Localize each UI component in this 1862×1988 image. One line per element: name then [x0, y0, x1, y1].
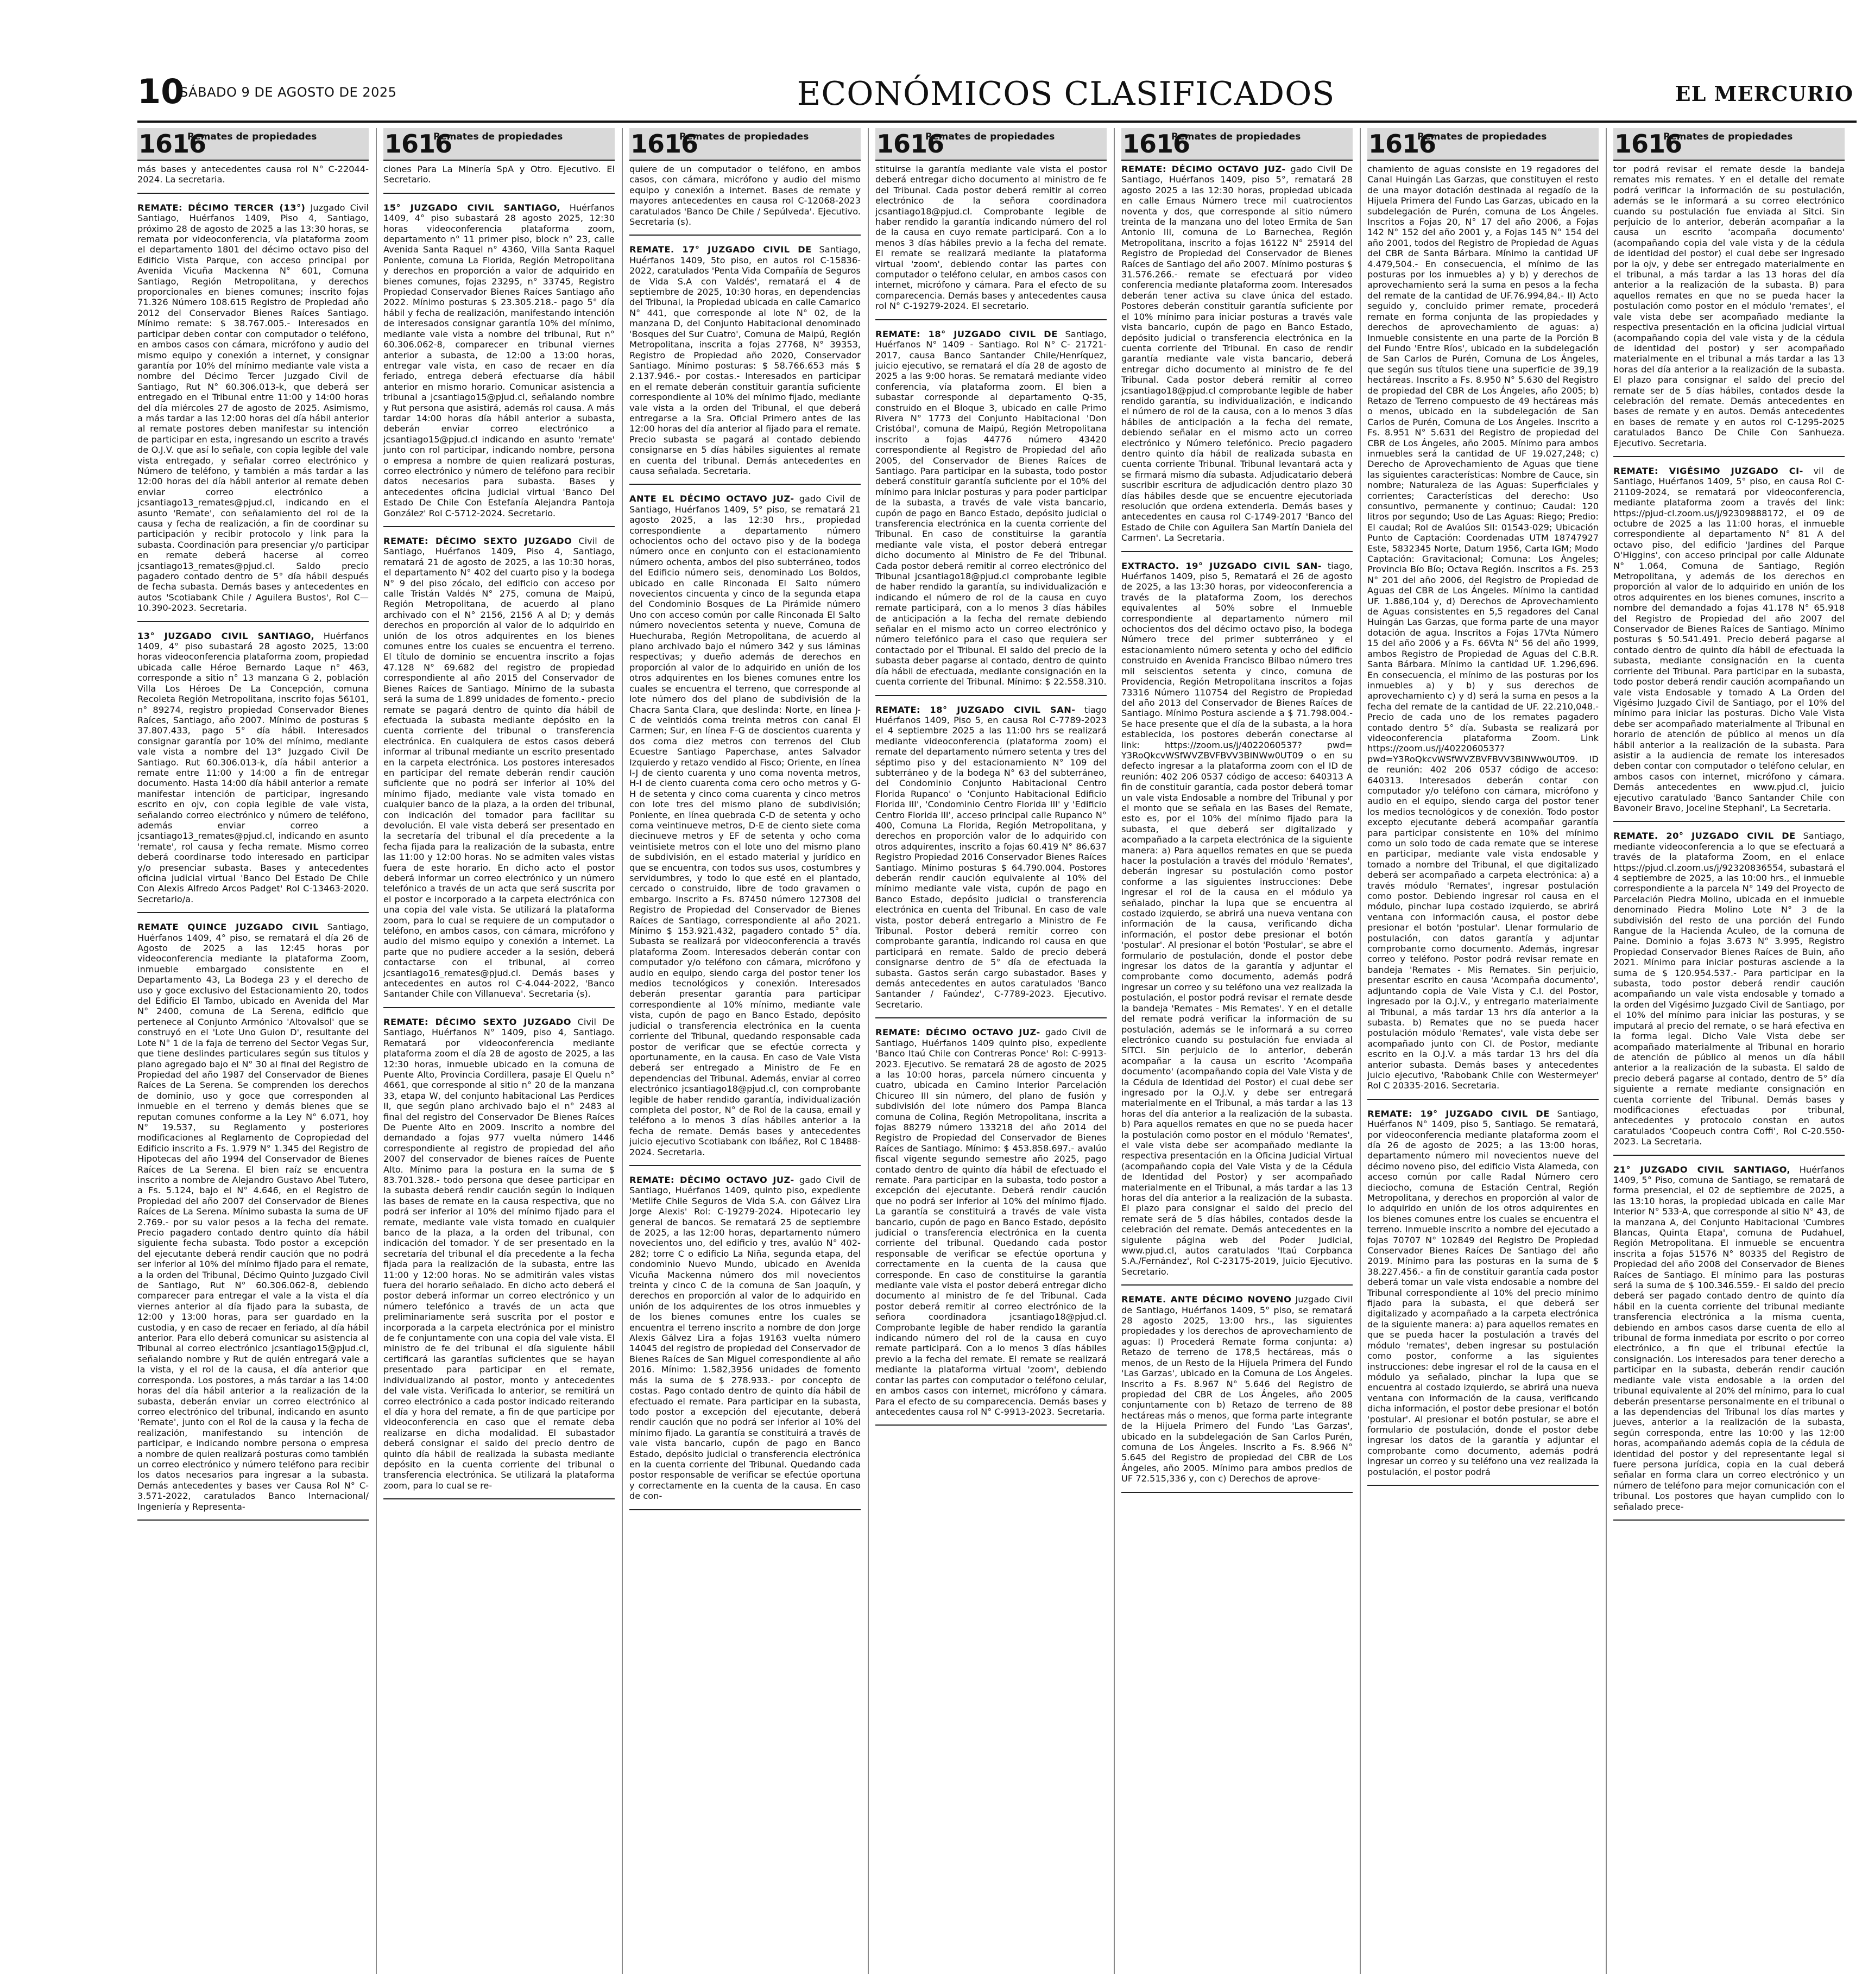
- ad-text: chamiento de aguas consiste en 19 regadores del Canal Huingán Las Garzas, que constituyen el resto de una mayor dotación destinada al regadío de la Hijuela Primera del Fundo Las Garzas, ubicado en la subdelegación de Purén, comuna de Los Ángeles. Inscritos a Fojas 20, N° 17 del año 2006, a Fojas 142 N° 152 del año 2001 y, a Fojas 145 N° 154 del año 2001, todos del Registro de Propiedad de Aguas del CBR de Santa Bárbara. Mínimo la cantidad UF 4.479,504.- En consecuencia, el mínimo de las posturas por los inmuebles a) y b) y derechos de aprovechamiento será la suma en pesos a la fecha del remate de la cantidad de UF.76.994,84.- II) Acto seguido y, concluido primer remate, procederá remate en forma conjunta de las propiedades y derechos de aprovechamiento de aguas: a) Inmueble consistente en una parte de la Porción B del Fundo 'Entre Ríos', ubicado en la subdelegación de San Carlos de Purén, Comuna de Los Ángeles, que según sus títulos tiene una superficie de 39,19 hectáreas. Inscrito a Fs. 8.950 N° 5.630 del Registro de propiedad del CBR de Los Ángeles, año 2005; b) Retazo de Terreno compuesto de 49 hectáreas más o menos, ubicado en la subdelegación de San Carlos de Purén, Comuna de Los Ángeles. Inscrito a Fs. 8.951 N° 5.631 del Registro de propiedad del CBR de Los Ángeles, año 2005. Mínimo para ambos inmuebles será la cantidad de UF 19.027,248; c) Derecho de Aprovechamiento de Aguas que tiene las siguientes características: Nombre de Cauce, sin nombre; Naturaleza de las Aguas: Superficiales y corrientes; Características del derecho: Uso consuntivo, permanente y continuo; Caudal: 120 litros por segundo; Uso de Las Aguas: Riego; Predio: El caudal; Rol de Avalúos SII: 01543-029; Ubicación Punto de Captación: Coordenadas UTM 18747927 Este, 5832345 Norte, Datum 1956, Carta IGM; Modo Captación: Gravitacional; Comuna: Los Ángeles; Provincia Bío Bío; Octava Región. Inscritos a Fs. 253 N° 201 del año 2006, del Registro de Propiedad de Aguas del CBR de Los Ángeles. Mínimo la cantidad UF. 1.886,104 y, d) Derechos de Aprovechamiento de Aguas consistentes en 5,5 regadores del Canal Huingán Las Garzas, que forma parte de una mayor dotación de agua. Inscritos a Fojas 17Vta Número 15 del año 2006 y a Fs. 66Vta N° 56 del año 1999, ambos Registro de Propiedad de Aguas del C.B.R. Santa Bárbara. Mínimo la cantidad UF. 1.296,696. En consecuencia, el mínimo de las posturas por los inmuebles a) y b) y sus derechos de aprovechamiento c) y d) será la suma en pesos a la fecha del remate de la cantidad de UF. 22.210,048.- Precio de cada uno de los remates pagadero contado dentro 5° día. Subasta se realizará por videoconferencia plataforma Zoom. Link https://zoom.us/j/4022060537? pwd=Y3RoQkcvWSfWVZBVFBVV3BINWw0UT09. ID de reunión: 402 206 0537 código de acceso: 640313. Interesados deberán contar con computador y/o teléfono con cámara, micrófono y audio en el equipo, siendo carga del postor tener los medios tecnológicos y de conexión. Todo postor excepto ejecutante deberá acompañar garantía para participar consistente en 10% del mínimo como un solo todo de cada remate que se interese en participar, mediante vale vista endosable y tomado a nombre del Tribunal, el que digitalizado deberá ser acompañado a carpeta electrónica: a) a través módulo 'Remates', ingresar postulación como postor. Debiendo ingresar rol causa en el módulo, pinchar lupa costado izquierdo, se abrirá ventana con información causa, el postor debe presionar el botón 'postular'. Llenar formulario de postulación, con datos garantía y adjuntar comprobante como documento. Además, ingresar correo y teléfono. Postor podrá revisar remate en bandeja 'Remates - Mis Remates. Sin perjuicio, presentar escrito en causa 'Acompaña documento', adjuntando copia de Vale Vista y C.I. del Postor, ingresado por la O.J.V., y entregarlo materialmente al Tribunal, a más tardar 13 hrs día anterior a la subasta. b) Remates que no se pueda hacer postulación módulo 'Remates', vale vista debe ser acompañado junto con CI. de Postor, mediante escrito en la O.J.V. a más tardar 13 hrs del día anterior subasta. Demás bases y antecedentes juicio ejecutivo, 'Rabobank Chile con Westermeyer' Rol C 20335-2016. Secretaria.: [1367, 164, 1599, 1091]
- column-body: [629, 161, 861, 1510]
- column-divider: [622, 128, 623, 1974]
- category-code: 1616: [876, 129, 944, 159]
- column-body: [137, 161, 369, 1521]
- ad-text: Civil de Santiago, Huérfanos 1409, Piso 4, Santiago, rematará 21 de agosto de 2025, a las 10:30 horas, el departamento N° 402 del cuarto piso y la bodega N° 9 del piso zócalo, del edificio con acceso por calle Tristán Valdés N° 275, comuna de Maipú, Región Metropolitana, de acuerdo al plano archivado con el N° 2156, 2156 A al D; y demás derechos en proporción al valor de lo adquirido en unión de los otros adquirentes en los bienes comunes entre los cuales se encuentra el terreno. El título de dominio se encuentra inscrito a fojas 47.128 N° 69.682 del registro de propiedad correspondiente al año 2015 del Conservador de Bienes Raíces de Santiago. Mínimo de la subasta será la suma de 1.899 unidades de fomento.- precio remate se pagará dentro de quinto día hábil de efectuada la subasta mediante depósito en la cuenta corriente del tribunal o transferencia electrónica. En cualquiera de estos casos deberá informar al tribunal mediante un escrito presentado en la carpeta electrónica. Los postores interesados en participar del remate deberán rendir caución suficiente que no podrá ser inferior al 10% del mínimo fijado, mediante vale vista tomado en cualquier banco de la plaza, a la orden del tribunal, con indicación del tomador para facilitar su devolución. El vale vista deberá ser presentado en la secretaría del tribunal el día precedente a la fecha fijada para la realización de la subasta, entre las 11:00 y 12:00 horas. No se admiten vales vistas fuera de este horario. En dicho acto el postor deberá informar un correo electrónico y un número telefónico a través de un acta que será suscrita por el postor e incorporado a la carpeta electrónica con una copia del vale vista. Se utilizará la plataforma zoom, para lo cual se requiere de un computador o teléfono, en ambos casos, con cámara, micrófono y audio del mismo equipo y conexión a internet. La parte que no pudiere acceder a la sesión, deberá contactarse con el tribunal, al correo jcsantiago16_remates@pjud.cl. Demás bases y antecedentes en autos rol C-4.044-2022, 'Banco Santander Chile con Villanueva'. Secretaria (s).: [383, 536, 615, 999]
- classified-ad: [1613, 831, 1845, 1155]
- column-header: [137, 128, 369, 161]
- classified-ad: [137, 164, 369, 194]
- column-header: [1367, 128, 1599, 161]
- classified-column: [875, 128, 1107, 1974]
- category-label: Remates de propiedades: [187, 131, 317, 142]
- classified-column: [1613, 128, 1845, 1974]
- category-label: Remates de propiedades: [1171, 131, 1301, 142]
- column-body: [1121, 161, 1353, 1493]
- column-divider: [376, 128, 377, 1974]
- classified-ad: [1121, 561, 1353, 1286]
- classified-column: [137, 128, 369, 1974]
- category-label: Remates de propiedades: [1663, 131, 1793, 142]
- column-header: [383, 128, 615, 161]
- column-divider: [1606, 128, 1607, 1974]
- category-code: 1616: [384, 129, 452, 159]
- classified-ad: [875, 164, 1107, 320]
- ad-text: stituirse la garantía mediante vale vista el postor deberá entregar dicho documento al ministro de fe del Tribunal. Cada postor deberá remitir al correo electrónico de la señora coordinadora jcsantiago18@pjud.cl. Comprobante legible de haber rendido la garantía indicando número del rol de la causa en cuyo remate participará. Con a lo menos 3 días hábiles previo a la fecha del remate. El remate se realizará mediante la plataforma virtual 'zoom', debiendo contar las partes con computador o teléfono celular, en ambos casos con internet, micrófono y cámara. Para el efecto de su comparecencia. Demás bases y antecedentes causa rol N° C-19279-2024. El secretario.: [875, 164, 1107, 312]
- classified-ad: [629, 1175, 861, 1510]
- category-label: Remates de propiedades: [679, 131, 809, 142]
- classified-ad: [629, 244, 861, 485]
- category-label: Remates de propiedades: [433, 131, 563, 142]
- classified-ad: [383, 536, 615, 1008]
- column-header: [1613, 128, 1845, 161]
- column-body: [875, 161, 1107, 1426]
- ad-text: Santiago, Huérfanos 1409, 5to piso, en autos rol C-15836-2022, caratulados 'Penta Vida Compañía de Seguros de Vida S.A con Valdés', rematará el 4 de septiembre de 2025, 10:30 horas, en dependencias del Tribunal, la Propiedad ubicada en calle Camarico N° 441, que corresponde al lote N° 02, de la manzana D, del Conjunto Habitacional denominado 'Bosques del Sur Cuatro', Comuna de Maipú, Región Metropolitana, inscrita a fojas 27768, N° 39353, Registro de Propiedad año 2020, Conservador Santiago. Mínimo posturas: $ 58.766.653 más $ 2.137.946.- por costas.- Interesados en participar en el remate deberán constituir garantía suficiente correspondiente al 10% del mínimo fijado, mediante vale vista a la orden del Tribunal, el que deberá entregarse a la Sra. Oficial Primero antes de las 12:00 horas del día anterior al fijado para el remate. Precio subasta se pagará al contado debiendo consignarse en 5 días hábiles siguientes al remate en cuenta del tribunal. Demás antecedentes en causa señalada. Secretaria.: [629, 244, 861, 476]
- column-body: [383, 161, 615, 1499]
- ad-title: EXTRACTO. 19° JUZGADO CIVIL SAN-: [1121, 560, 1322, 571]
- classified-ad: [1613, 164, 1845, 457]
- ad-title: 21° JUZGADO CIVIL SANTIAGO,: [1613, 1164, 1791, 1175]
- ad-title: REMATE. 17° JUZGADO CIVIL DE: [629, 244, 812, 255]
- classified-ad: [875, 329, 1107, 696]
- ad-text: más bases y antecedentes causa rol N° C-22044-2024. La secretaria.: [137, 164, 369, 185]
- ad-title: 15° JUZGADO CIVIL SANTIAGO,: [383, 202, 561, 213]
- column-header: [875, 128, 1107, 161]
- classified-ad: [137, 202, 369, 622]
- classified-ad: [1613, 466, 1845, 822]
- ad-text: Huérfanos 1409, 4° piso subastará 28 agosto 2025, 13:00 horas videoconferencia plataforma zoom, propiedad ubicada calle Héroe Bernardo Laque n° 463, corresponde a sitio n° 13 manzana G 2, población Villa Los Héroes De La Concepción, comuna Recoleta Región Metropolitana, inscrito fojas 56101, n° 89274, registro propiedad Conservador Bienes Raíces, Santiago, año 2007. Mínimo de posturas $ 37.807.433, pago 5° día hábil. Interesados consignar garantía por 10% del mínimo, mediante vale vista a nombre del 13° Juzgado Civil De Santiago. Rut 60.306.013-k, día hábil anterior a remate entre 11:00 y 14:00 a fin de entregar documento. Hasta 14:00 día hábil anterior a remate manifestar intención de participar, ingresando escrito en ojv, con copia legible de vale vista, señalando correo electrónico y número de teléfono, además enviar correo a jcsantiago13_remates@pjud.cl, indicando en asunto 'remate', rol causa y fecha remate. Mismo correo deberá coordinarse todo interesado en participar y/o presenciar subasta. Bases y antecedentes oficina judicial virtual 'Banco Del Estado De Chile Con Alexis Alfredo Arcos Padget' Rol C-13463-2020. Secretario/a.: [137, 630, 369, 904]
- column-divider: [868, 128, 869, 1974]
- category-code: 1616: [1122, 129, 1190, 159]
- ad-title: REMATE. ANTE DÉCIMO NOVENO: [1121, 1294, 1292, 1305]
- page-number: 10: [137, 72, 185, 111]
- ad-text: tiago Huérfanos 1409, Piso 5, en causa Rol C-7789-2023 el 4 septiembre 2025 a las 11:00 hrs se realizará mediante videoconferencia (plataforma zoom) el remate del departamento número setenta y tres del séptimo piso y del estacionamiento N° 109 del subterráneo y de la bodega N° 63 del subterráneo, del Condominio Conjunto Habitacional Centro Florida Rupanco' o 'Conjunto Habitacional Edificio Florida III', 'Condominio Centro Florida III' y 'Edificio Centro Florida III', acceso principal calle Rupanco N° 400, Comuna La Florida, Región Metropolitana, y derechos en proporción valor de lo adquirido con otros adquirentes, inscrito a fojas 60.419 N° 86.637 Registro Propiedad 2016 Conservador Bienes Raíces Santiago. Mínimo posturas $ 64.790.004. Postores deberán rendir caución equivalente al 10% del mínimo mediante vale vista, cupón de pago en Banco Estado, depósito judicial o transferencia electrónica en cuenta del Tribunal. En caso de vale vista, postor deberá entregarlo a Ministro de Fe Tribunal. Postor deberá remitir correo con comprobante garantía, indicando rol causa en que participará en remate. Saldo de precio deberá consignarse dentro de 5° día de efectuada la subasta. Gastos serán cargo subastador. Bases y demás antecedentes en autos caratulados 'Banco Santander / Faúndez', C-7789-2023. Ejecutivo. Secretario.: [875, 704, 1107, 1010]
- ad-title: ANTE EL DÉCIMO OCTAVO JUZ-: [629, 493, 794, 504]
- classified-ad: [383, 164, 615, 194]
- ad-title: REMATE: 18° JUZGADO CIVIL SAN-: [875, 704, 1076, 715]
- ad-text: quiere de un computador o teléfono, en ambos casos, con cámara, micrófono y audio del mismo equipo y conexión a internet. Bases de remate y mayores antecedentes en causa rol C-12068-2023 caratulados 'Banco De Chile / Sepúlveda'. Ejecutivo. Secretaria (s).: [629, 164, 861, 227]
- category-code: 1616: [630, 129, 698, 159]
- header-divider: [137, 121, 1857, 123]
- classified-column: [629, 128, 861, 1974]
- column-divider: [1114, 128, 1115, 1974]
- ad-text: Santiago, Huérfanos 1409, 4° piso, se rematará el día 26 de Agosto de 2025 a las 12:45 horas por videoconferencia mediante la plataforma Zoom, inmueble embargado consistente en el Departamento 43, La Bodega 23 y el derecho de uso y goce exclusivo del Estacionamiento 20, todos del Edificio El Tambo, ubicado en Avenida del Mar N° 2400, comuna de La Serena, edificio que pertenece al Conjunto Armónico 'Altovalsol' que se construyó en el 'Lote Uno Guion D', resultante del Lote N° 1 de la faja de terreno del Sector Vegas Sur, que tiene deslindes particulares según sus títulos y plano agregado bajo el N° 30 al final del Registro de Propiedad del año 1987 del Conservador de Bienes Raíces de La Serena. Se comprenden los derechos de dominio, uso y goce que corresponden al inmueble en el terreno y demás bienes que se reputan comunes conforme a la Ley N° 6.071, hoy N° 19.537, su Reglamento y posteriores modificaciones al Reglamento de Copropiedad del Edificio inscrito a Fs. 1.979 N° 1.345 del Registro de Hipotecas del año 1994 del Conservador de Bienes Raíces de La Serena. El bien raíz se encuentra inscrito a nombre de Alejandro Gustavo Abel Tutero, a Fs. 5.124, bajo el N° 4.646, en el Registro de Propiedad del año 2007 del Conservador de Bienes Raíces de La Serena. Mínimo subasta la suma de UF 2.769.- por su valor pesos a la fecha del remate. Precio pagadero contado dentro quinto día hábil siguiente fecha subasta. Todo postor a excepción del ejecutante deberá rendir caución que no podrá ser inferior al 10% del mínimo fijado para el remate, a la orden del Tribunal, Décimo Quinto Juzgado Civil de Santiago, Rut N° 60.306.062-8, debiendo comparecer para entregar el vale a la vista el día viernes anterior al día fijado para la subasta, de 12:00 y 13:00 horas, para ser guardado en la custodia, y en caso de recaer en feriado, al día hábil anterior. Para ello deberá comunicar su asistencia al Tribunal al correo electrónico jcsantiago15@pjud.cl, señalando nombre y Rut de quién entregará vale a la vista, y el rol de la causa, el día anterior que corresponda. Los postores, a más tardar a las 14:00 horas del día hábil anterior a la realización de la subasta, deberán enviar un correo electrónico al correo electrónico del tribunal, indicando en asunto 'Remate', junto con el Rol de la causa y la fecha de realización, manifestando su intención de participar, e indicando nombre persona o empresa a nombre de quien realizará posturas como también un correo electrónico y número teléfono para recibir los datos necesarios para ingresar a la subasta. Demás antecedentes y bases ver Causa Rol N° C-3.571-2022, caratulados Banco Internacional/ Ingeniería y Representa-: [137, 922, 369, 1512]
- classified-ad: [137, 631, 369, 914]
- classified-ad: [629, 164, 861, 236]
- classified-ad: [1121, 1294, 1353, 1492]
- ad-title: REMATE: DÉCIMO SEXTO JUZGADO: [383, 536, 572, 546]
- ad-text: Huérfanos 1409, 4° piso subastará 28 agosto 2025, 12:30 horas videoconferencia plataforma zoom, departamento n° 11 primer piso, block n° 23, calle Avenida Santa Raquel n° 4360, Villa Santa Raquel Poniente, comuna La Florida, Región Metropolitana y derechos en proporción a valor de adquirido en bienes comunes, fojas 23295, n° 33745, Registro Propiedad Conservador Bienes Raíces Santiago año 2022. Mínimo posturas $ 23.305.218.- pago 5° día hábil y fecha de realización, manifestando intención de interesados consignar garantía 10% del mínimo, mediante vale vista a nombre del tribunal, Rut n° 60.306.062-8, comparecer en tribunal viernes anterior a subasta, de 12:00 a 13:00 horas, entregar vale vista, en caso de recaer en día feriado, entrega deberá efectuarse día hábil anterior en mismo horario. Comunicar asistencia a tribunal a jcsantiago15@pjud.cl, señalando nombre y Rut persona que asistirá, además rol causa. A más tardar 14:00 horas día hábil anterior a subasta, deberán enviar correo electrónico a jcsantiago15@pjud.cl indicando en asunto 'remate' junto con rol participar, indicando nombre, persona o empresa a nombre de quien realizará posturas, correo electrónico y número de teléfono para recibir datos necesarios para subasta. Bases y antecedentes oficina judicial virtual 'Banco Del Estado De Chile Con Estefanía Alejandra Pantoja González' Rol C-5712-2024. Secretario.: [383, 202, 615, 518]
- category-code: 1616: [138, 129, 206, 159]
- column-body: [1367, 161, 1599, 1486]
- classified-ad: [383, 1017, 615, 1499]
- ad-text: gado Civil de Santiago, Huérfanos 1409, quinto piso, expediente 'Metlife Chile Seguros de Vida S.A. con Gálvez Lira Jorge Alexis' Rol: C-19279-2024. Hipotecario ley general de bancos. Se rematará 25 de septiembre de 2025, a las 12:00 horas, departamento número novecientos uno, del edificio y tres, avalúo N° 402-282; torre C o edificio La Niña, segunda etapa, del condominio Nuevo Mundo, ubicado en Avenida Vicuña Mackenna número dos mil novecientos treinta y cinco C de la comuna de San Joaquín, y derechos en proporción al valor de lo adquirido en unión de los adquirentes de los otros inmuebles y de los bienes comunes entre los cuales se encuentra el terreno inscrito a nombre de don Jorge Alexis Gálvez Lira a fojas 19163 vuelta número 14045 del registro de propiedad del Conservador de Bienes Raíces de San Miguel correspondiente al año 2016. Mínimo: 1.582,3956 unidades de fomento más la suma de $ 278.933.- por concepto de costas. Pago contado dentro de quinto día hábil de efectuado el remate. Para participar en la subasta, todo postor a excepción del ejecutante, deberá rendir caución que no podrá ser inferior al 10% del mínimo fijado. La garantía se constituirá a través de vale vista bancario, cupón de pago en Banco Estado, depósito judicial o transferencia electrónica en la cuenta corriente del Tribunal. Quedando cada postor responsable de verificar se efectúe oportuna y correctamente en la cuenta de la causa. En caso de con-: [629, 1174, 861, 1502]
- ad-text: gado Civil De Santiago, Huérfanos 1409, piso 5°, rematará 28 agosto 2025 a las 12:30 horas, propiedad ubicada en calle Emaus Número trece mil cuatrocientos noventa y dos, que corresponde al sitio número treinta de la manzana uno del loteo Ermita de San Antonio III, comuna de Lo Barnechea, Región Metropolitana, inscrito a fojas 16122 N° 25914 del Registro de Propiedad del Conservador de Bienes Raíces de Santiago del año 2007. Mínimo posturas $ 31.576.266.- remate se efectuará por video conferencia mediante plataforma zoom. Interesados deberán tener activa su clave única del estado. Postores deberán constituir garantía suficiente por el 10% mínimo para iniciar posturas a través vale vista bancario, cupón de pago en Banco Estado, depósito judicial o transferencia electrónica en la cuenta corriente del Tribunal. En caso de rendir garantía mediante vale vista bancario, deberá entregar dicho documento al ministro de fe del Tribunal. Cada postor deberá remitir al correo jcsantiago18@pjud.cl comprobante legible de haber rendido garantía, su individualización, e indicando el número de rol de la causa, con a lo menos 3 días hábiles de anticipación a la fecha del remate, debiendo señalar en el mismo acto un correo electrónico y Número telefónico. Precio pagadero dentro quinto día hábil de realizada subasta en cuenta corriente Tribunal. Tribunal levantará acta y se firmará mismo día subasta. Adjudicatario deberá suscribir escritura de adjudicación dentro plazo 30 días hábiles desde que se encuentre ejecutoriada resolución que ordena extenderla. Demás bases y antecedentes en causa rol C-1749-2017 'Banco del Estado de Chile con Aguilera San Martín Daniela del Carmen'. La Secretaria.: [1121, 164, 1353, 543]
- ad-title: REMATE. 20° JUZGADO CIVIL DE: [1613, 831, 1796, 841]
- ad-title: REMATE: DÉCIMO OCTAVO JUZ-: [1121, 164, 1286, 174]
- ad-text: tor podrá revisar el remate desde la bandeja remates mis remates. Y en el detalle del remate podrá verificar la información de su postulación, además se le informará a su correo electrónico cuando su postulación fue enviada al Sitci. Sin perjuicio de lo anterior, deberán acompañar a la causa un escrito 'acompaña documento' (acompañando copia del vale vista y de la cédula de identidad del postor) el cual debe ser ingresado por la ojv, y debe ser entregado materialmente en el tribunal, a más tardar a las 13 horas del día anterior a la realización de la subasta. B) para aquellos remates en que no se pueda hacer la postulación como postor en el módulo 'remates', el vale vista debe ser acompañado mediante la respectiva presentación en la oficina judicial virtual (acompañando copia del vale vista y de la cédula de identidad del postor) y ser acompañado materialmente en el tribunal a más tardar a las 13 horas del día anterior a la realización de la subasta. El plazo para consignar el saldo del precio del remate ser de 5 días hábiles, contados desde la celebración del remate. Demás antecedentes en bases de remate y en autos. Demás antecedentes en bases de remate y en autos rol C-1295-2025 caratulados Banco De Chile Con Sanhueza. Ejecutivo. Secretaria.: [1613, 164, 1845, 448]
- ad-title: REMATE QUINCE JUZGADO CIVIL: [137, 922, 319, 933]
- column-divider: [1360, 128, 1361, 1974]
- ad-text: vil de Santiago, Huérfanos 1409, 5° piso, en causa Rol C-21109-2024, se rematará por videoconferencia, mediante plataforma zoom a través del link: https://pjud-cl.zoom.us/j/92309888172, el 09 de octubre de 2025 a las 11:00 horas, el inmueble correspondiente al departamento N° 81 A del octavo piso, del edificio 'Jardines del Parque O'Higgins', con acceso principal por calle Aldunate N° 1.064, Comuna de Santiago, Región Metropolitana, y además de los derechos en proporción al valor de lo adquirido en unión de los otros adquirentes en los bienes comunes, inscrito a nombre del demandado a fojas 41.178 N° 65.918 del Registro de Propiedad del año 2007 del Conservador de Bienes Raíces de Santiago. Mínimo posturas $ 50.541.491. Precio deberá pagarse al contado dentro de quinto día hábil de efectuada la subasta, mediante consignación en la cuenta corriente del Tribunal. Para participar en la subasta, todo postor deberá rendir caución acompañando un vale vista Endosable y tomado A La Orden del Vigésimo Juzgado Civil de Santiago, por el 10% del mínimo para iniciar las posturas. Dicho Vale Vista debe ser acompañado materialmente al Tribunal en horario de atención de público al menos un día hábil anterior a la realización de la subasta. Para asistir a la audiencia de remate los interesados deben contar con computador o teléfono celular, en ambos casos con internet, micrófono y cámara. Demás antecedentes en www.pjud.cl, juicio ejecutivo caratulado 'Banco Santander Chile con Bavoneir Bravo, Joceline Stephani', La Secretaria.: [1613, 465, 1845, 813]
- ad-text: Santiago, Huérfanos N° 1409 - Santiago. Rol N° C- 21721-2017, causa Banco Santander Chile/Henríquez, juicio ejecutivo, se rematará el día 28 de agosto de 2025 a las 9:00 horas. Se rematará mediante video conferencia, vía plataforma zoom. El bien a subastar corresponde al departamento Q-35, construido en el Bloque 3, ubicado en calle Primo Rivera N° 1773 del Conjunto Habitacional 'Don Cristóbal', comuna de Maipú, Región Metropolitana inscrito a fojas 44776 número 43420 correspondiente al Registro de Propiedad del año 2005, del Conservador de Bienes Raíces de Santiago. Para participar en la subasta, todo postor deberá constituir garantía suficiente por el 10% del mínimo para iniciar posturas y para poder participar de la subasta, a través de vale vista bancario, cupón de pago en Banco Estado, depósito judicial o transferencia electrónica en la cuenta corriente del Tribunal. En caso de constituirse la garantía mediante vale vista, el postor deberá entregar dicho documento al Ministro de Fe del Tribunal. Cada postor deberá remitir al correo electrónico del Tribunal jcsantiago18@pjud.cl comprobante legible de haber rendido la garantía, su individualización e indicando el número de rol de la causa en cuyo remate participará, con a lo menos 3 días hábiles de anticipación a la fecha del remate debiendo señalar en el mismo acto un correo electrónico y número telefónico para el caso que requiera ser contactado por el Tribunal. El saldo del precio de la subasta deber pagarse al contado, dentro de quinto día hábil de efectuada, mediante consignación en la cuenta corriente del Tribunal. Mínimo: $ 22.558.310.: [875, 328, 1107, 687]
- ad-text: gado Civil de Santiago, Huérfanos 1409, 5° piso, se rematará 21 agosto 2025, a las 12:30 hrs., propiedad correspondiente a departamento número ochocientos ocho del octavo piso y de la bodega número once en conjunto con el estacionamiento número ochenta, ambos del piso subterráneo, todos del Edificio número seis, denominado Los Boldos, ubicado en calle Rinconada El Salto número novecientos cincuenta y cinco de la segunda etapa del Condominio Bosques de La Pirámide número Uno con acceso común por calle Rinconada El Salto número novecientos setenta y nueve, Comuna de Huechuraba, Región Metropolitana, de acuerdo al plano archivado bajo el número 342 y sus láminas respectivas; y dueño además de derechos en proporción al valor de lo adquirido en unión de los otros adquirentes en los bienes comunes entre los cuales se encuentra el terreno, que corresponde al lote número dos del plano de subdivisión de la Chacra Santa Clara, que deslinda: Norte, en línea J-C de veintidós coma treinta metros con canal El Carmen; Sur, en línea F-G de doscientos cuarenta y dos coma diez metros con terrenos del Club Ecuestre Santiago Paperchase, antes Salvador Izquierdo y retazo vendido al Fisco; Oriente, en línea I-J de ciento cuarenta y uno coma noventa metros, H-I de ciento cuarenta coma cero ocho metros y G-H de setenta y cinco coma cuarenta y cinco metros con lote tres del mismo plano de subdivisión; Poniente, en línea quebrada C-D de setenta y ocho coma veintinueve metros, D-E de ciento siete coma diecinueve metros y EF de setenta y ocho coma veintisiete metros con el lote uno del mismo plano de subdivisión, en el estado material y jurídico en que se encuentra, con todos sus usos, costumbres y servidumbres, y todo lo que esté en el plantado, cercado o construido, libre de todo gravamen o embargo. Inscrito a Fs. 87450 número 127308 del Registro de Propiedad del Conservador de Bienes Raíces de Santiago, correspondiente al año 2021. Mínimo $ 153.921.432, pagadero contado 5° día. Subasta se realizará por videoconferencia a través plataforma Zoom. Interesados deberán contar con computador y/o teléfono con cámara, micrófono y audio en equipo, siendo carga del postor tener los medios tecnológicos y conexión. Interesados deberán presentar garantía para participar correspondiente al 10% mínimo, mediante vale vista, cupón de pago en Banco Estado, depósito judicial o transferencia electrónica en la cuenta corriente del Tribunal, quedando responsable cada postor de verificar que se efectúe correcta y oportunamente, en la causa. En caso de Vale Vista deberá ser entregado a Ministro de Fe en dependencias del Tribunal. Además, enviar al correo electrónico jcsantiago18@pjud.cl, con comprobante legible de haber rendido garantía, individualización completa del postor, N° de Rol de la causa, email y teléfono a lo menos 3 días hábiles anterior a la fecha de remate. Demás bases y antecedentes juicio ejecutivo Scotiabank con Ibáñez, Rol C 18488-2024. Secretaria.: [629, 493, 861, 1157]
- ad-text: Juzgado Civil Santiago, Huérfanos 1409, Piso 4, Santiago, próximo 28 de agosto de 2025 a las 13:30 horas, se remata por videoconferencia, vía plataforma zoom el departamento 1801 del décimo octavo piso del Edificio Vista Parque, con acceso principal por Avenida Vicuña Mackenna N° 601, Comuna Santiago, Región Metropolitana, y derechos proporcionales en bienes comunes; inscrito fojas 71.326 Número 108.615 Registro de Propiedad año 2012 del Conservador Bienes Raíces Santiago. Mínimo remate: $ 38.767.005.- Interesados en participar deben contar con computador o teléfono, en ambos casos con cámara, micrófono y audio del mismo equipo y conexión a internet, y consignar garantía por 10% del mínimo mediante vale vista a nombre del Décimo Tercer Juzgado Civil de Santiago, Rut N° 60.306.013-k, que deberá ser entregado en el Tribunal entre 11:00 y 14:00 horas del día miércoles 27 de agosto de 2025. Asimismo, a más tardar a las 12:00 horas del día hábil anterior al remate postores deben manifestar su intención de participar en esta, ingresando un escrito a través de O.J.V. que así lo señale, con copia legible del vale vista entregado, y señalar correo electrónico y Número de teléfono, y también a más tardar a las 12:00 horas del día hábil anterior al remate deben enviar correo electrónico a jcsantiago13_remates@pjud.cl, indicando en el asunto 'Remate', con señalamiento del rol de la causa y fecha de realización, a fin de coordinar su participación y recibir protocolo y link para la subasta. Coordinación para presenciar y/o participar en remate deberá hacerse al correo jcsantiago13_remates@pjud.cl. Saldo precio pagadero contado dentro de 5° día hábil después de fecha subasta. Demás bases y antecedentes en autos 'Scotiabank Chile / Aguilera Bustos', Rol C—10.390-2023. Secretaria.: [137, 202, 369, 613]
- column-body: [1613, 161, 1845, 1521]
- ad-title: REMATE: DÉCIMO OCTAVO JUZ-: [629, 1174, 794, 1185]
- ad-text: Santiago, Huérfanos N° 1409, piso 5, Santiago. Se rematará, por videoconferencia mediante plataforma zoom el día 26 de agosto de 2025; a las 13:00 horas, departamento número mil novecientos nueve del décimo noveno piso, del edificio Vista Alameda, con acceso común por calle Radal Número cero dieciocho, comuna de Estación Central, Región Metropolitana, y derechos en proporción al valor de lo adquirido en unión de los otros adquirentes en los bienes comunes entre los cuales se encuentra el terreno. Inmueble inscrito a nombre del ejecutado a fojas 70707 N° 102849 del Registro De Propiedad Conservador Bienes Raíces De Santiago del año 2019. Mínimo para las posturas en la suma de $ 38.227.456.- a fin de constituir garantía cada postor deberá tomar un vale vista endosable a nombre del Tribunal correspondiente al 10% del precio mínimo fijado para la subasta, el que deberá ser digitalizado y acompañado a la carpeta electrónica de la siguiente manera: a) para aquellos remates en que se pueda hacer la postulación a través del módulo 'remates', deben ingresar su postulación como postor, conforme a las siguientes instrucciones: debe ingresar el rol de la causa en el módulo ya señalado, pinchar la lupa que se encuentra al costado izquierdo, se abrirá una nueva ventana con información de la causa, verificando dicha información, el postor debe presionar el botón 'postular'. Al presionar el botón postular, se abre el formulario de postulación, donde el postor debe ingresar los datos de la garantía y adjuntar el comprobante como documento, además podrá ingresar un correo y su teléfono una vez realizada la postulación, el postor podrá: [1367, 1108, 1599, 1477]
- classified-ad: [1367, 1109, 1599, 1486]
- classified-ad: [383, 202, 615, 527]
- classified-ad: [137, 922, 369, 1521]
- ad-text: ciones Para La Minería SpA y Otro. Ejecutivo. El Secretario.: [383, 164, 615, 185]
- publication-date: SÁBADO 9 DE AGOSTO DE 2025: [180, 85, 397, 100]
- classified-ad: [629, 493, 861, 1166]
- ad-text: Juzgado Civil de Santiago, Huérfanos 1409, 5° piso, se rematará 28 agosto 2025, 13:00 hrs., las siguientes propiedades y los derechos de aprovechamiento de aguas: I) Procederá Remate forma conjunta: a) Retazo de terreno de 178,5 hectáreas, más o menos, de un Resto de la Hijuela Primera del Fundo 'Las Garzas', ubicado en la Comuna de Los Ángeles. Inscrito a Fs. 8.967 N° 5.646 del Registro de propiedad del CBR de Los Ángeles, año 2005 conjuntamente con b) Retazo de terreno de 88 hectáreas más o menos, que forma parte integrante de la Hijuela Primero del Fundo 'Las Garzas', ubicado en la subdelegación de San Carlos Purén, comuna de Los Ángeles. Inscrito a Fs. 8.966 N° 5.645 del Registro de propiedad del CBR de Los Ángeles, año 2005. Mínimo para ambos predios de UF 72.515,336 y, con c) Derechos de aprove-: [1121, 1294, 1353, 1484]
- ad-text: Civil De Santiago, Huérfanos N° 1409, piso 4, Santiago. Rematará por videoconferencia mediante plataforma zoom el día 28 de agosto de 2025, a las 12:30 horas, inmueble ubicado en la comuna de Puente Alto, Provincia Cordillera, pasaje El Quelu n° 4661, que corresponde al sitio n° 20 de la manzana 33, etapa W, del conjunto habitacional Las Perdices II, que según plano archivado bajo el n° 2483 al final del registro del Conservador De Bienes Raíces De Puente Alto en 2009. Inscrito a nombre del demandado a fojas 977 vuelta número 1446 correspondiente al registro de propiedad del año 2007 del conservador de bienes raíces de Puente Alto. Mínimo para la postura en la suma de $ 83.701.328.- todo persona que desee participar en la subasta deberá rendir caución según lo indiquen las bases de remate en la causa respectiva, que no podrá ser inferior al 10% del mínimo fijado para el remate, mediante vale vista tomado en cualquier banco de la plaza, a la orden del tribunal, con indicación del tomador. Y de ser presentado en la secretaría del tribunal el día precedente a la fecha fijada para la realización de la subasta, entre las 11:00 y 12:00 horas. No se admitirán vales vistas fuera del horario señalado. En dicho acto deberá el postor deberá informar un correo electrónico y un número telefónico a través de un acta que preliminariamente será suscrita por el postor e incorporada a la carpeta electrónica por el ministro de fe conjuntamente con una copia del vale vista. El ministro de fe del tribunal el día siguiente hábil certificará las garantías suficientes que se hayan presentado para participar en el remate, individualizando al postor, monto y antecedentes del vale vista. Verificada lo anterior, se remitirá un correo electrónico a cada postor indicado reiterando el día y hora del remate, a fin de que participe por videoconferencia en caso que el remate deba realizarse en dicha modalidad. El subastador deberá consignar el saldo del precio dentro de quinto día hábil de realizada la subasta mediante depósito en la cuenta corriente del tribunal o transferencia electrónica. Se utilizará la plataforma zoom, para lo cual se re-: [383, 1016, 615, 1491]
- page-header: [137, 69, 1859, 118]
- ad-title: REMATE: DÉCIMO OCTAVO JUZ-: [875, 1027, 1040, 1038]
- classified-ad: [1121, 164, 1353, 552]
- ad-text: gado Civil de Santiago, Huérfanos 1409 quinto piso, expediente 'Banco Itaú Chile con Contreras Ponce' Rol: C-9913-2023. Ejecutivo. Se rematará 28 de agosto de 2025 a las 10:00 horas, parcela número cincuenta y cuatro, ubicada en Camino Interior Parcelación Chicureo III sin número, del plano de fusión y subdivisión del lote número dos Pampa Blanca comuna de Colina, Región Metropolitana, inscrita a fojas 88279 número 133218 del año 2014 del Registro de Propiedad del Conservador de Bienes Raíces de Santiago. Mínimo: $ 453.858.697.- avalúo fiscal vigente segundo semestre año 2025, pago contado dentro de quinto día hábil de efectuado el remate. Para participar en la subasta, todo postor a excepción del ejecutante. Deberá rendir caución que no podrá ser inferior al 10% del mínimo fijado. La garantía se constituirá a través de vale vista bancario, cupón de pago en Banco Estado, depósito judicial o transferencia electrónica en la cuenta corriente del tribunal. Quedando cada postor responsable de verificar se efectúe oportuna y correctamente en la cuenta de la causa que corresponde. En caso de constituirse la garantía mediante vale vista el postor deberá entregar dicho documento al ministro de fe del Tribunal. Cada postor deberá remitir al correo electrónico de la señora coordinadora jcsantiago18@pjud.cl. Comprobante legible de haber rendido la garantía indicando número del rol de la causa en cuyo remate participará. Con a lo menos 3 días hábiles previo a la fecha del remate. El remate se realizará mediante la plataforma virtual 'zoom', debiendo contar las partes con computador o teléfono celular, en ambos casos con internet, micrófono y cámara. Para el efecto de su comparecencia. Demás bases y antecedentes causa rol N° C-9913-2023. Secretaria.: [875, 1027, 1107, 1417]
- ad-title: REMATE: 19° JUZGADO CIVIL DE: [1367, 1108, 1550, 1119]
- category-code: 1616: [1614, 129, 1682, 159]
- ad-title: REMATE: DÉCIMO TERCER (13°): [137, 202, 306, 213]
- classified-ad: [1367, 164, 1599, 1100]
- ad-title: REMATE: VIGÉSIMO JUZGADO CI-: [1613, 465, 1803, 476]
- ad-text: Santiago, mediante videoconferencia a lo que se efectuará a través de la plataforma Zoom, en el enlace https://pjud.cl.zoom.us/j/92320836554, subastará el 4 septiembre de 2025, a las 10:00 hrs., el inmueble correspondiente a la parcela N° 149 del Proyecto de Parcelación Piedra Molino, ubicada en el inmueble denominado Piedra Molino Lote N° 3 de la subdivisión del resto de una porción del Fundo Rangue de la Hacienda Aculeo, de la comuna de Paine. Dominio a fojas 3.673 N° 3.995, Registro Propiedad Conservador Bienes Raíces de Buin, año 2021. Mínimo para iniciar posturas asciende a la suma de $ 120.954.537.- Para participar en la subasta, todo postor deberá rendir caución acompañando un vale vista endosable y tomado a la orden del Vigésimo Juzgado Civil de Santiago, por el 10% del mínimo para iniciar las posturas, y se imputará al precio del remate, o se hará efectiva en la forma legal. Dicho Vale Vista debe ser acompañado materialmente al Tribunal en horario de atención de público al menos un día hábil anterior a la realización de la subasta. El saldo de precio deberá pagarse al contado, dentro de 5° día siguiente a remate mediante consignación en cuenta corriente del Tribunal. Demás bases y modificaciones efectuadas por tribunal, antecedentes y protocolo constan en autos caratulados 'Coopeuch contra Coffi', Rol C-20.550-2023. La Secretaria.: [1613, 831, 1845, 1147]
- category-code: 1616: [1368, 129, 1436, 159]
- classified-ad: [875, 1027, 1107, 1426]
- ad-text: tiago, Huérfanos 1409, piso 5, Rematará el 26 de agosto de 2025, a las 13:30 horas, por videoconferencia a través de la plataforma Zoom, los derechos equivalentes al 50% sobre el Inmueble correspondiente al departamento número mil ochocientos dos del décimo octavo piso, la bodega Número trece del primer subterráneo y el estacionamiento número setenta y ocho del edificio construido en Avenida Francisco Bilbao número tres mil seiscientos setenta y cinco, comuna de Providencia, Región Metropolitana inscritos a fojas 73316 Número 110754 del Registro de Propiedad del año 2013 del Conservador de Bienes Raíces de Santiago. Mínimo Postura asciende a $ 71.798.004.- Se hace presente que el día de la subasta, a la hora establecida, los postores deberán conectarse al link: https://zoom.us/j/4022060537? pwd= Y3RoQkcvWSfWVZBVFBVV3BINWw0UT09 o en su defecto ingresar a la plataforma zoom con el ID de reunión: 402 206 0537 código de acceso: 640313 A fin de constituir garantía, cada postor deberá tomar un vale vista Endosable a nombre del Tribunal y por el monto que se señala en las Bases del Remate, esto es, por el 10% del mínimo fijado para la subasta, el que deberá ser digitalizado y acompañado a la carpeta electrónica de la siguiente manera: a) Para aquellos remates en que se pueda hacer la postulación a través del módulo 'Remates', deberán ingresar su postulación como postor conforme a las siguientes instrucciones: Debe ingresar el rol de la causa en el módulo ya señalado, pinchar la lupa que se encuentra al costado izquierdo, se abrirá una nueva ventana con información de la causa, verificando dicha información, el postor debe presionar el botón 'postular'. Al presionar el botón 'Postular', se abre el formulario de postulación, donde el postor debe ingresar los datos de la garantía y adjuntar el comprobante como documento, además podrá ingresar un correo y su teléfono una vez realizada la postulación, el postor podrá revisar el remate desde la bandeja 'Remates - Mis Remates'. Y en el detalle del remate podrá verificar la información de su postulación, además se le informará a su correo electrónico cuando su postulación fue enviada al SITCI. Sin perjuicio de lo anterior, deberán acompañar a la causa un escrito 'Acompaña documento' (acompañando copia del Vale Vista y de la Cédula de Identidad del Postor) el cual debe ser ingresado por la O.J.V. y debe ser entregará materialmente en el Tribunal, a más tardar a las 13 horas del día anterior a la realización de la subasta. b) Para aquellos remates en que no se pueda hacer la postulación como postor en el módulo 'Remates', el vale vista debe ser acompañado mediante la respectiva presentación en la Oficina Judicial Virtual (acompañando copia del Vale Vista y de la Cédula de Identidad del Postor) y ser acompañado materialmente en el Tribunal, a más tardar a las 13 horas del día anterior a la realización de la subasta. El plazo para consignar el saldo del precio del remate será de 5 días hábiles, contados desde la celebración del remate. Demás antecedentes en la siguiente página web del Poder Judicial, www.pjud.cl, autos caratulados 'Itaú Corpbanca S.A./Fernández', Rol C-23175-2019, Juicio Ejecutivo. Secretario.: [1121, 560, 1353, 1277]
- column-header: [629, 128, 861, 161]
- ad-title: REMATE: DÉCIMO SEXTO JUZGADO: [383, 1016, 571, 1027]
- ad-text: Huérfanos 1409, 5° Piso, comuna de Santiago, se rematará de forma presencial, el 02 de septiembre de 2025, a las 13:10 horas, la propiedad ubicada en calle Mar Interior N° 533-A, que corresponde al sitio N° 43, de la manzana A, del Conjunto Habitacional 'Cumbres Blancas, Quinta Etapa', comuna de Pudahuel, Región Metropolitana. El inmueble se encuentra inscrita a fojas 51576 N° 80335 del Registro de Propiedad del año 2008 del Conservador de Bienes Raíces de Santiago. El mínimo para las posturas será la suma de $ 100.346.559.- El saldo del precio deberá ser pagado contado dentro de quinto día hábil en la cuenta corriente del tribunal mediante transferencia electrónica a la misma cuenta, debiendo en ambos casos darse cuenta de ello al tribunal de forma inmediata por escrito o por correo electrónico, a fin que el tribunal efectúe la consignación. Los interesados para tener derecho a participar en la subasta, deberán rendir caución mediante vale vista endosable a la orden del tribunal equivalente al 20% del mínimo, para lo cual deberán presentarse personalmente en el tribunal o a las dependencias del Tribunal los días martes y jueves, anterior a la realización de la subasta, según corresponda, entre las 10:00 y las 12:00 horas, acompañando además copia de la cédula de identidad del postor y del representante legal si fuere persona jurídica, copia en la cual deberá señalar en forma clara un correo electrónico y un número de teléfono para mejor comunicación con el tribunal. Los postores que hayan cumplido con lo señalado prece-: [1613, 1164, 1845, 1512]
- classified-column: [383, 128, 615, 1974]
- ad-title: 13° JUZGADO CIVIL SANTIAGO,: [137, 630, 315, 641]
- classified-column: [1367, 128, 1599, 1974]
- column-header: [1121, 128, 1353, 161]
- newspaper-logo: EL MERCURIO: [1675, 81, 1853, 106]
- category-label: Remates de propiedades: [925, 131, 1055, 142]
- section-title: ECONÓMICOS CLASIFICADOS: [797, 75, 1335, 113]
- classified-ad: [1613, 1164, 1845, 1521]
- classified-ad: [875, 705, 1107, 1019]
- classified-column: [1121, 128, 1353, 1974]
- category-label: Remates de propiedades: [1417, 131, 1547, 142]
- ad-title: REMATE: 18° JUZGADO CIVIL DE: [875, 328, 1058, 339]
